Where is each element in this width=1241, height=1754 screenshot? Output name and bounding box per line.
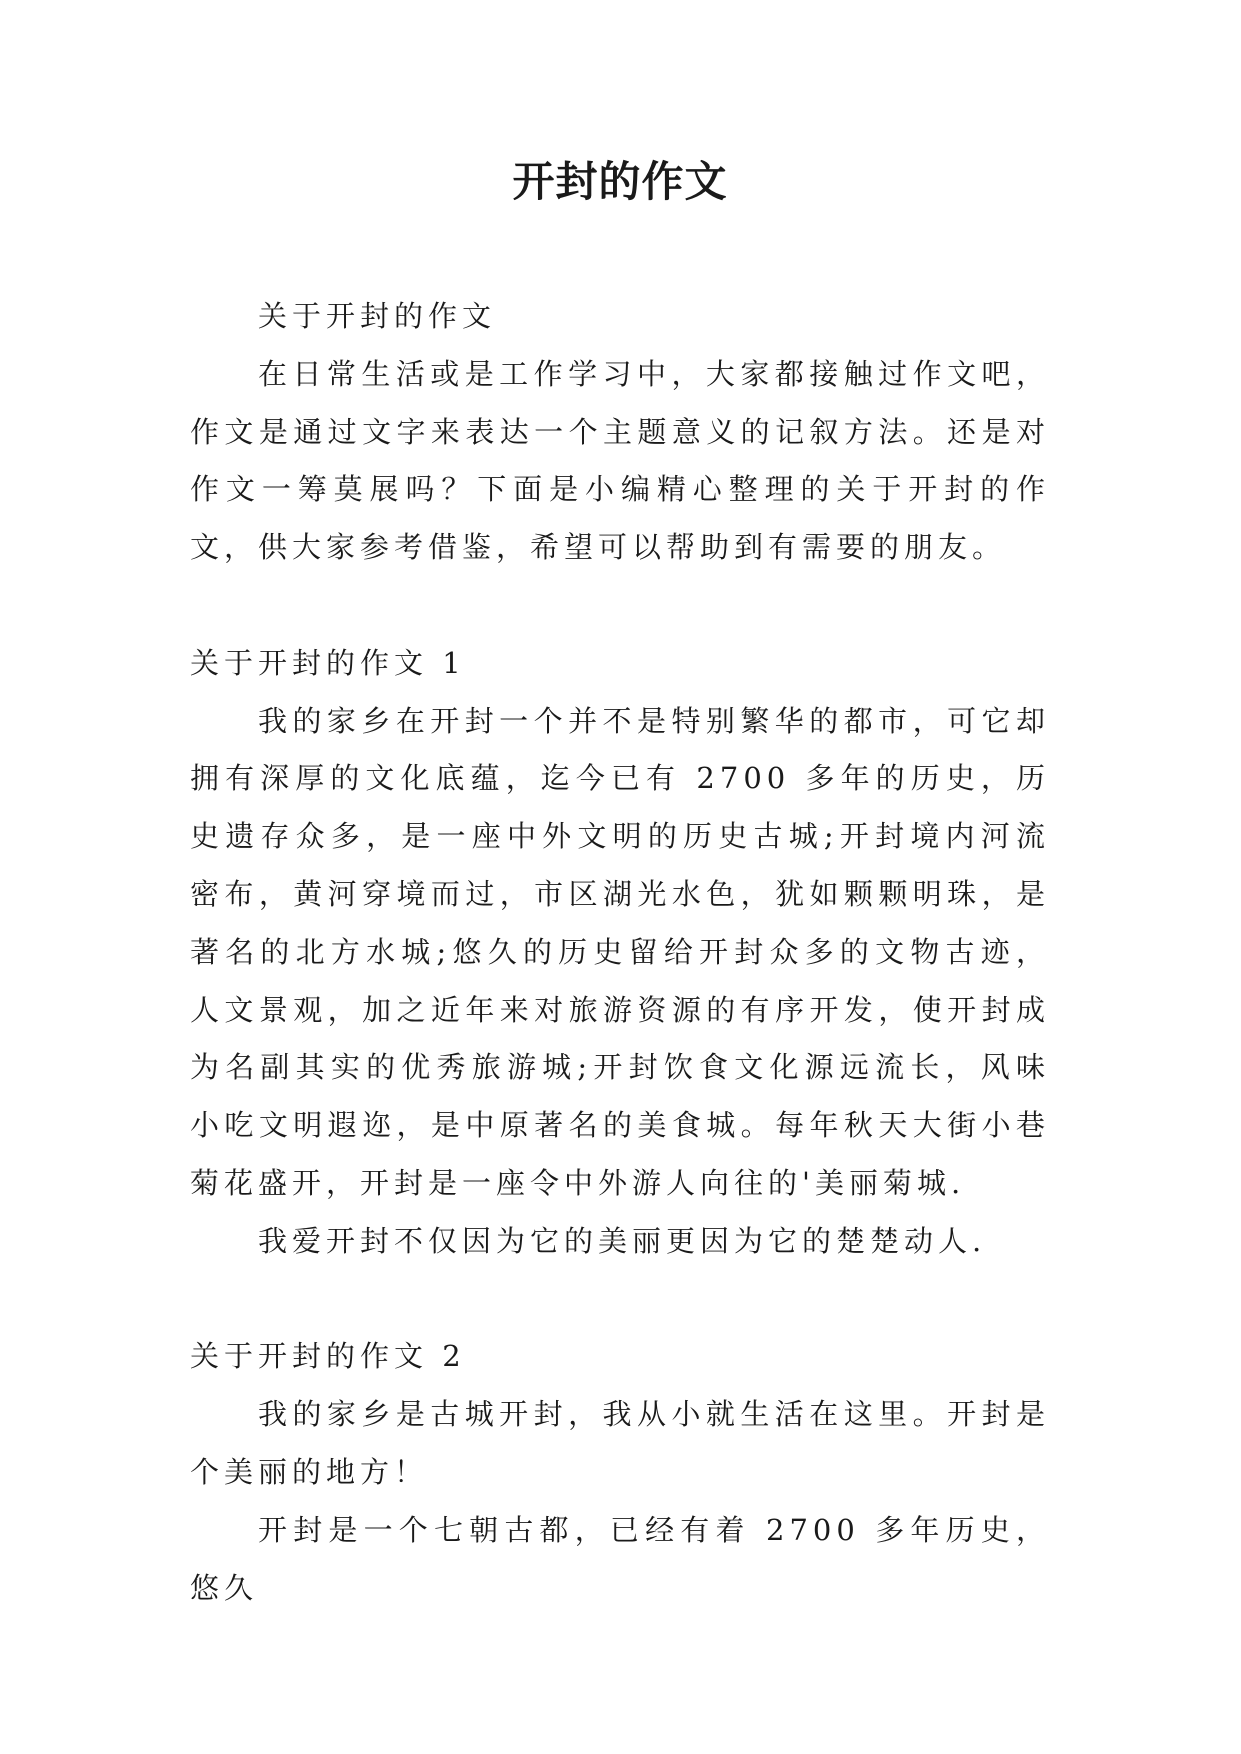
essay-1-heading: 关于开封的作文 1 — [190, 645, 466, 680]
essay-2-paragraph-1: 我的家乡是古城开封，我从小就生活在这里。开封是个美丽的地方！ — [190, 1397, 1050, 1489]
essay-2-paragraph-2: 开封是一个七朝古都，已经有着 2700 多年历史，悠久 — [190, 1512, 1050, 1605]
document-body — [190, 288, 1050, 1617]
intro-paragraph: 在日常生活或是工作学习中，大家都接触过作文吧，作文是通过文字来表达一个主题意义的记叙方法。还是对作文一筹莫展吗？下面是小编精心整理的关于开封的作文，供大家参考借鉴，希望可以帮助到有需要的朋友。 — [190, 356, 1050, 565]
essay-1-paragraph-1: 我的家乡在开封一个并不是特别繁华的都市，可它却拥有深厚的文化底蕴，迄今已有 2700 多年的历史，历史遗存众多，是一座中外文明的历史古城;开封境内河流密布，黄河穿境而过，市区湖光水色，犹如颗颗明珠，是著名的北方水城;悠久的历史留给开封众多的文物古迹，人文景观，加之近年来对旅游资源的有序开发，使开封成为名副其实的优秀旅游城;开封饮食文化源远流长，风味小吃文明遐迩，是中原著名的美食城。每年秋天大街小巷菊花盛开，开封是一座令中外游人向往的'美丽菊城. — [190, 703, 1050, 1200]
document-title: 开封的作文 — [512, 157, 728, 206]
essay-2-heading: 关于开封的作文 2 — [190, 1339, 466, 1374]
intro-label: 关于开封的作文 — [258, 299, 497, 333]
essay-1-paragraph-2: 我爱开封不仅因为它的美丽更因为它的楚楚动人. — [258, 1223, 987, 1258]
